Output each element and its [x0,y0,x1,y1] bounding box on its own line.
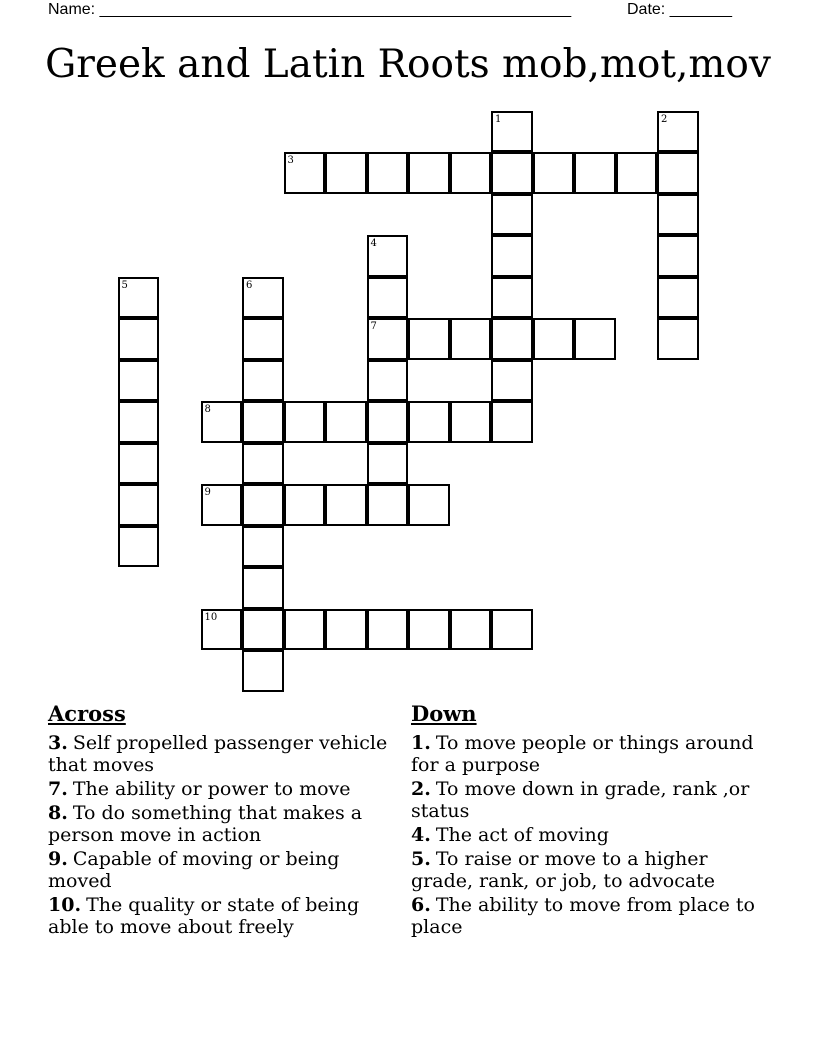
clue-text: The act of moving [435,824,609,846]
grid-cell[interactable] [367,318,409,360]
grid-cell[interactable] [325,152,367,194]
clue-text: To raise or move to a higher grade, rank, or job, to advocate [411,848,716,892]
grid-cell[interactable] [574,152,616,194]
grid-cell[interactable] [450,152,492,194]
clue-number: 9 [204,487,211,498]
down-clue [411,848,756,892]
clue-text: Capable of moving or being moved [48,848,340,892]
clue-number: 2 [661,113,668,125]
grid-cell[interactable] [367,235,409,277]
grid-cell[interactable] [657,277,699,319]
down-clue [411,778,756,822]
across-clue [48,848,388,892]
clue-number: 7 [370,321,377,332]
grid-cell[interactable] [118,360,160,402]
grid-cell[interactable] [491,401,533,443]
grid-cell[interactable] [491,111,533,153]
clue-number: 8. [48,802,68,824]
grid-cell[interactable] [450,609,492,651]
grid-cell[interactable] [118,277,160,319]
grid-cell[interactable] [242,443,284,485]
clue-number: 2. [411,778,431,800]
grid-cell[interactable] [242,526,284,568]
across-clue [48,802,388,846]
down-clue-list [411,732,756,938]
clue-number: 1. [411,732,431,754]
clue-text: The ability to move from place to place [411,894,755,938]
grid-cell[interactable] [118,526,160,568]
grid-cell[interactable] [657,194,699,236]
across-clue [48,778,388,800]
grid-cell[interactable] [118,443,160,485]
down-heading: Down [411,701,477,726]
grid-cell[interactable] [284,401,326,443]
grid-cell[interactable] [408,609,450,651]
grid-cell[interactable] [367,360,409,402]
across-clue [48,894,388,938]
down-clue [411,824,756,846]
clue-number: 10 [204,611,218,623]
clue-number: 3 [287,155,294,166]
grid-cell[interactable] [657,318,699,360]
grid-cell[interactable] [533,318,575,360]
grid-cell[interactable] [491,152,533,194]
clue-text: To move down in grade, rank ,or status [411,778,750,822]
clue-number: 7. [48,778,68,800]
grid-cell[interactable] [491,360,533,402]
grid-cell[interactable] [450,401,492,443]
clue-text: To move people or things around for a purpose [411,732,754,776]
grid-cell[interactable] [491,235,533,277]
clue-text: The quality or state of being able to move about freely [48,894,360,938]
grid-cell[interactable] [657,152,699,194]
clue-number: 8 [204,404,211,415]
name-field[interactable]: Name: _____________________________________________________ [48,1,572,18]
grid-cell[interactable] [325,609,367,651]
grid-cell[interactable] [450,318,492,360]
page-title: Greek and Latin Roots mob,mot,mov [45,42,771,87]
clue-text: The ability or power to move [72,778,351,800]
grid-cell[interactable] [118,401,160,443]
grid-cell[interactable] [242,360,284,402]
across-heading: Across [48,701,126,726]
grid-cell[interactable] [408,152,450,194]
grid-cell[interactable] [657,235,699,277]
down-clues [411,700,756,940]
clue-number: 6. [411,894,431,916]
down-clue [411,732,756,776]
grid-cell[interactable] [533,152,575,194]
grid-cell[interactable] [408,318,450,360]
grid-cell[interactable] [491,277,533,319]
grid-cell[interactable] [491,609,533,651]
grid-cell[interactable] [491,318,533,360]
grid-cell[interactable] [284,152,326,194]
grid-cell[interactable] [325,401,367,443]
clue-number: 1 [495,113,502,125]
grid-cell[interactable] [367,401,409,443]
across-clue-list [48,732,388,938]
grid-cell[interactable] [201,484,243,526]
grid-cell[interactable] [284,609,326,651]
grid-cell[interactable] [367,609,409,651]
clue-text: Self propelled passenger vehicle that moves [48,732,388,776]
date-field[interactable]: Date: _______ [627,1,732,18]
grid-cell[interactable] [408,484,450,526]
grid-cell[interactable] [201,609,243,651]
clue-text: To do something that makes a person move in action [48,802,363,846]
grid-cell[interactable] [242,401,284,443]
clue-number: 10. [48,894,82,916]
grid-cell[interactable] [242,609,284,651]
clue-number: 4. [411,824,431,846]
grid-cell[interactable] [367,443,409,485]
grid-cell[interactable] [408,401,450,443]
grid-cell[interactable] [118,318,160,360]
across-clues [48,700,388,940]
grid-cell[interactable] [367,277,409,319]
clue-number: 6 [246,279,253,291]
grid-cell[interactable] [242,650,284,692]
grid-cell[interactable] [367,152,409,194]
grid-cell[interactable] [616,152,658,194]
grid-cell[interactable] [284,484,326,526]
clue-number: 4 [370,238,377,249]
grid-cell[interactable] [491,194,533,236]
across-clue [48,732,388,776]
grid-cell[interactable] [242,318,284,360]
grid-cell[interactable] [574,318,616,360]
grid-cell[interactable] [201,401,243,443]
down-clue [411,894,756,938]
clue-number: 5 [121,279,128,291]
grid-cell[interactable] [242,567,284,609]
clue-number: 5. [411,848,431,870]
grid-cell[interactable] [657,111,699,153]
grid-cell[interactable] [118,484,160,526]
grid-cell[interactable] [367,484,409,526]
grid-cell[interactable] [242,484,284,526]
grid-cell[interactable] [242,277,284,319]
clue-number: 9. [48,848,68,870]
clue-number: 3. [48,732,68,754]
grid-cell[interactable] [325,484,367,526]
